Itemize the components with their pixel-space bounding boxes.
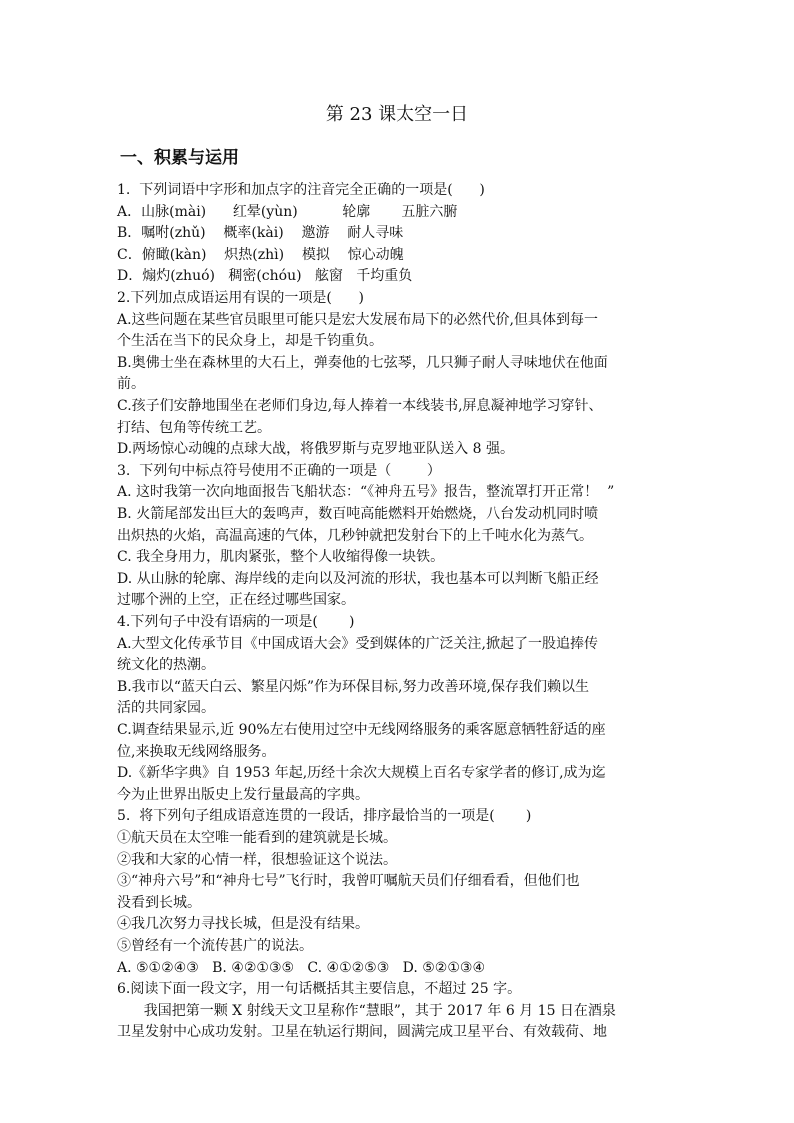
text-line: B.我市以“蓝天白云、繁星闪烁”作为环保目标,努力改善环境,保存我们赖以生 — [117, 678, 589, 695]
text-line: 3. 下列句中标点符号使用不正确的一项是（ ） — [117, 462, 441, 479]
text-line: B．嘱咐(zhǔ) 概率(kài) 邀游 耐人寻味 — [117, 225, 404, 242]
text-line: B.奥佛士坐在森林里的大石上，弹奏他的七弦琴，几只狮子耐人寻味地伏在他面 — [117, 354, 608, 371]
text-line: 4.下列句子中没有语病的一项是( ) — [117, 614, 355, 630]
text-line: 活的共同家园。 — [117, 700, 215, 717]
text-line: D.《新华字典》自 1953 年起,历经十余次大规模上百名专家学者的修订,成为迄 — [117, 765, 606, 782]
text-line: ①航天员在太空唯一能看到的建筑就是长城。 — [117, 830, 397, 846]
text-line: 1. 下列词语中字形和加点字的注音完全正确的一项是( ) — [117, 182, 485, 198]
text-line: 出炽热的火焰，高温高速的气体，几秒钟就把发射台下的上千吨水化为蒸气。 — [117, 527, 593, 544]
text-line: C．俯瞰(kàn) 炽热(zhì) 模拟 惊心动魄 — [117, 246, 404, 263]
text-line: A.大型文化传承节目《中国成语大会》受到媒体的广泛关注,掀起了一股追捧传 — [117, 635, 599, 652]
text-line: 6.阅读下面一段文字，用一句话概括其主要信息，不超过 25 字。 — [117, 981, 522, 998]
text-line: C.调查结果显示,近 90%左右使用过空中无线网络服务的乘客愿意牺牲舒适的座 — [117, 722, 606, 738]
text-line: A.这些问题在某些官员眼里可能只是宏大发展布局下的必然代价,但具体到每一 — [117, 311, 599, 328]
text-line: D.两场惊心动魄的点球大战，将俄罗斯与克罗地亚队送入 8 强。 — [117, 441, 514, 458]
text-line: 统文化的热潮。 — [117, 657, 215, 674]
text-line: 卫星发射中心成功发射。卫星在轨运行期间，圆满完成卫星平台、有效载荷、地 — [117, 1024, 607, 1041]
text-line: 个生活在当下的民众身上，却是千钧重负。 — [117, 333, 383, 350]
section-heading: 一、积累与运用 — [120, 148, 239, 168]
text-line: A. 这时我第一次向地面报告飞船状态：“《神舟五号》报告，整流罩打开正常！ ” — [117, 484, 615, 501]
text-line: C. 我全身用力，肌肉紧张，整个人收缩得像一块铁。 — [117, 549, 445, 566]
text-line: 前。 — [117, 376, 145, 393]
text-line: A. ⑤①②④③ B. ④②①③⑤ C. ④①②⑤③ D. ⑤②①③④ — [117, 959, 486, 976]
text-line: 今为止世界出版史上发行量最高的字典。 — [117, 786, 369, 803]
text-line: 没看到长城。 — [117, 894, 201, 911]
text-line: 打结、包角等传统工艺。 — [117, 419, 271, 436]
text-line: ⑤曾经有一个流传甚广的说法。 — [117, 938, 313, 954]
text-line: ②我和大家的心情一样，很想验证这个说法。 — [117, 851, 397, 868]
text-line: C.孩子们安静地围坐在老师们身边,每人捧着一本线装书,屏息凝神地学习穿针、 — [117, 398, 603, 414]
text-line: 过哪个洲的上空，正在经过哪些国家。 — [117, 592, 355, 609]
lesson-title: 第 23 课太空一日 — [325, 104, 469, 125]
text-line: A．山脉(mài) 红晕(yùn) 轮廓 五脏六腑 — [117, 203, 458, 220]
text-line: D．煽灼(zhuó) 稠密(chóu) 舷窗 千均重负 — [117, 268, 413, 285]
text-line: 我国把第一颗 X 射线天文卫星称作“慧眼”，其于 2017 年 6 月 15 日在酒泉 — [117, 1002, 616, 1019]
text-line: B. 火箭尾部发出巨大的轰鸣声，数百吨高能燃料开始燃烧，八台发动机同时喷 — [117, 506, 599, 522]
text-line: ③“神舟六号”和“神舟七号”飞行时，我曾叮嘱航天员们仔细看看，但他们也 — [117, 873, 580, 890]
text-line: 2.下列加点成语运用有误的一项是( ) — [117, 290, 364, 306]
text-line: D. 从山脉的轮廓、海岸线的走向以及河流的形状，我也基本可以判断飞船正经 — [117, 570, 599, 587]
text-line: 位,来换取无线网络服务。 — [117, 743, 276, 760]
text-line: ④我几次努力寻找长城，但是没有结果。 — [117, 916, 369, 933]
text-line: 5. 将下列句子组成语意连贯的一段话，排序最恰当的一项是( ) — [117, 808, 532, 825]
